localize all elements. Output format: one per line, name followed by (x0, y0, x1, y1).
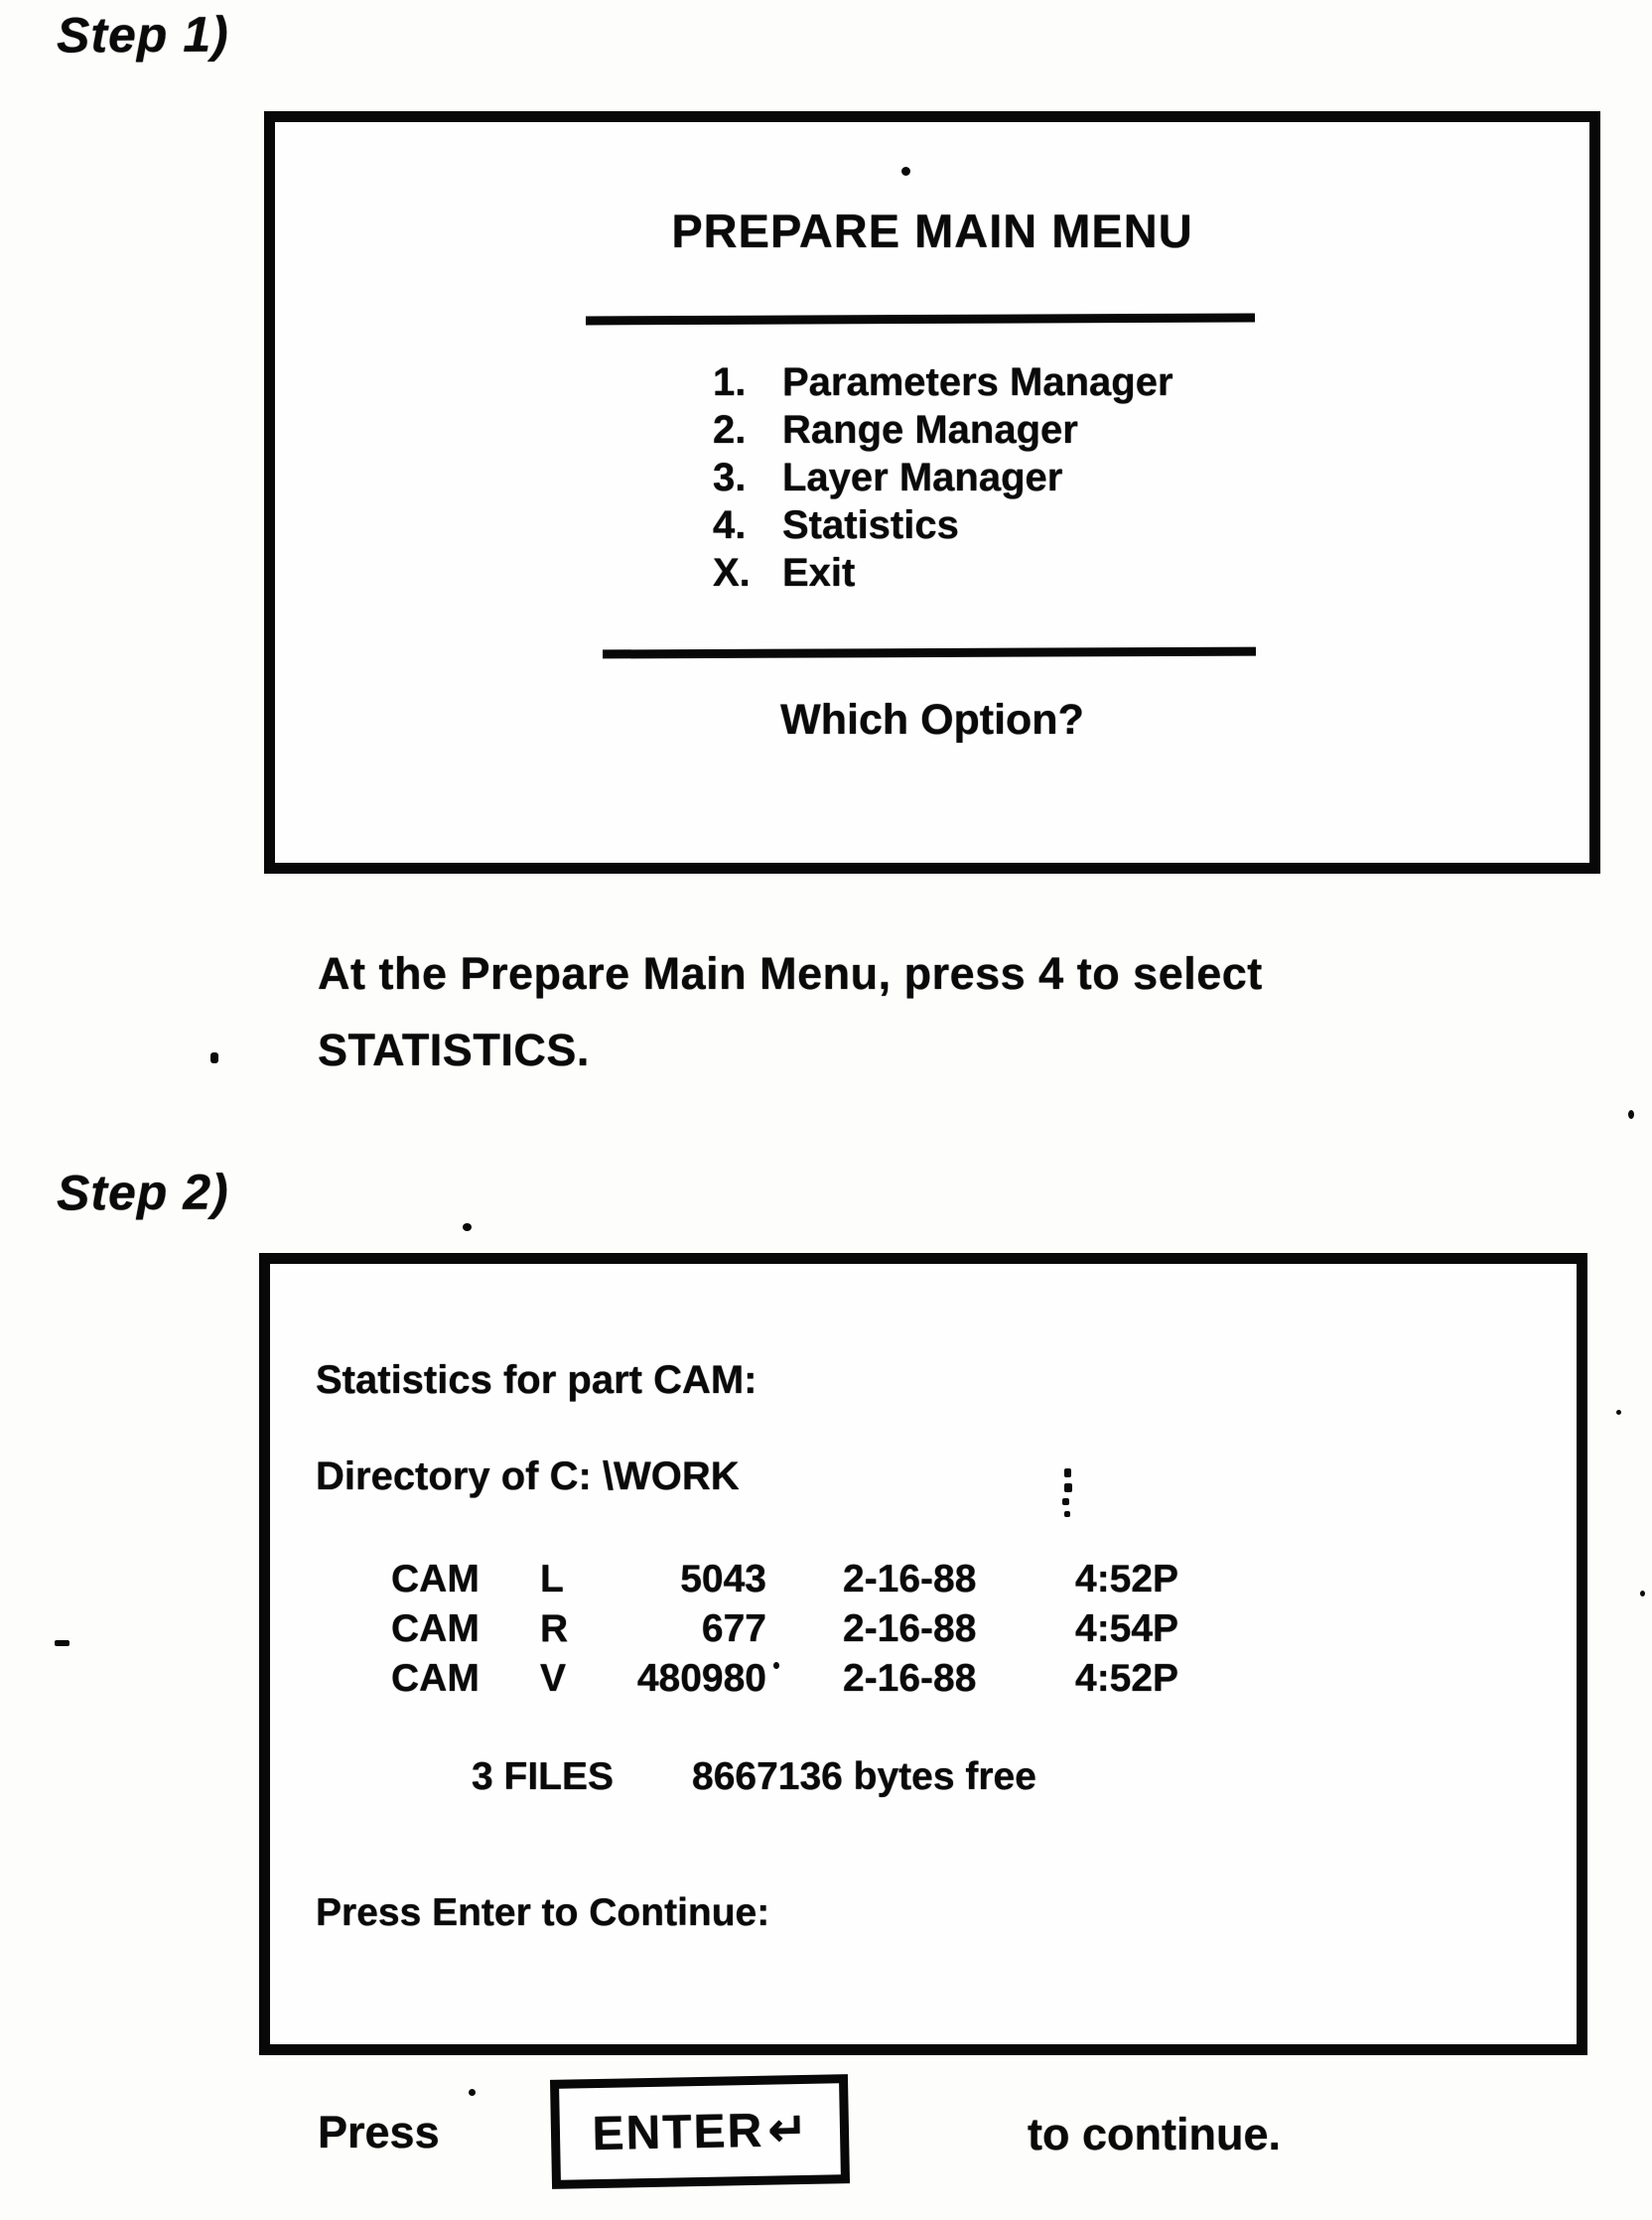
statistics-header: Statistics for part CAM: (316, 1358, 757, 1402)
file-ext: V (540, 1657, 567, 1700)
file-size: 480980 (636, 1657, 766, 1700)
file-date: 2-16-88 (843, 1607, 977, 1650)
menu-item-label: Range Manager (782, 408, 1078, 452)
statistics-screen (259, 1253, 1587, 2055)
files-count: 3 FILES (472, 1755, 615, 1798)
press-label: Press (318, 2107, 440, 2157)
scan-artifact-dot (901, 167, 910, 176)
scan-artifact-dot (210, 1052, 218, 1063)
menu-item-number: 2. (713, 408, 747, 452)
scan-artifact-dot (1640, 1591, 1645, 1596)
step1-heading: Step 1) (56, 6, 229, 64)
step1-instruction-text (318, 935, 1263, 1088)
file-date: 2-16-88 (843, 1558, 977, 1600)
menu-item-exit (713, 549, 1173, 597)
enter-key (550, 2074, 850, 2189)
file-ext: L (540, 1558, 564, 1600)
to-continue-label: to continue. (1028, 2109, 1281, 2159)
screen-title: PREPARE MAIN MENU (671, 205, 1193, 257)
directory-line: Directory of C: \WORK (316, 1455, 740, 1498)
prepare-main-menu-screen (264, 111, 1600, 874)
file-time: 4:52P (1075, 1558, 1179, 1600)
menu-item-layer-manager (713, 454, 1173, 501)
menu-item-number: X. (713, 551, 751, 595)
divider-line (586, 314, 1255, 326)
file-name: CAM (391, 1558, 480, 1600)
menu-item-number: 1. (713, 360, 747, 404)
step2-heading: Step 2) (56, 1164, 229, 1221)
file-name: CAM (391, 1657, 480, 1700)
menu-item-label: Parameters Manager (782, 360, 1173, 404)
scan-artifact-dot (773, 1662, 779, 1669)
file-size: 5043 (680, 1558, 766, 1600)
menu-item-label: Layer Manager (782, 456, 1063, 499)
scan-artifact-dot (1628, 1110, 1634, 1119)
cursor-marker (1064, 1468, 1072, 1523)
menu-list (713, 358, 1173, 597)
continue-prompt: Press Enter to Continue: (316, 1891, 770, 1934)
file-listing (270, 1558, 1577, 1707)
instruction-line: STATISTICS. (318, 1025, 590, 1075)
bytes-free: 8667136 bytes free (692, 1755, 1036, 1798)
which-option-prompt: Which Option? (780, 696, 1084, 744)
menu-item-statistics (713, 501, 1173, 549)
file-time: 4:52P (1075, 1657, 1179, 1700)
scan-artifact-dash (55, 1640, 69, 1646)
instruction-line: At the Prepare Main Menu, press 4 to select (318, 948, 1263, 999)
enter-key-label: ENTER (592, 2104, 764, 2160)
return-arrow-icon: ↵ (766, 2101, 808, 2158)
file-date: 2-16-88 (843, 1657, 977, 1700)
file-name: CAM (391, 1607, 480, 1650)
scan-artifact-dot (463, 1223, 472, 1231)
divider-line (603, 647, 1256, 659)
file-ext: R (540, 1607, 569, 1650)
menu-item-range-manager (713, 406, 1173, 454)
file-row (270, 1558, 1577, 1607)
file-row (270, 1607, 1577, 1657)
scan-artifact-dot (1616, 1410, 1621, 1415)
menu-item-number: 4. (713, 503, 747, 547)
menu-item-label: Statistics (782, 503, 959, 547)
menu-item-label: Exit (782, 551, 856, 595)
file-size: 677 (701, 1607, 766, 1650)
file-time: 4:54P (1075, 1607, 1179, 1650)
file-row (270, 1657, 1577, 1707)
scan-artifact-dot (469, 2089, 476, 2096)
menu-item-number: 3. (713, 456, 747, 499)
menu-item-parameters-manager (713, 358, 1173, 406)
